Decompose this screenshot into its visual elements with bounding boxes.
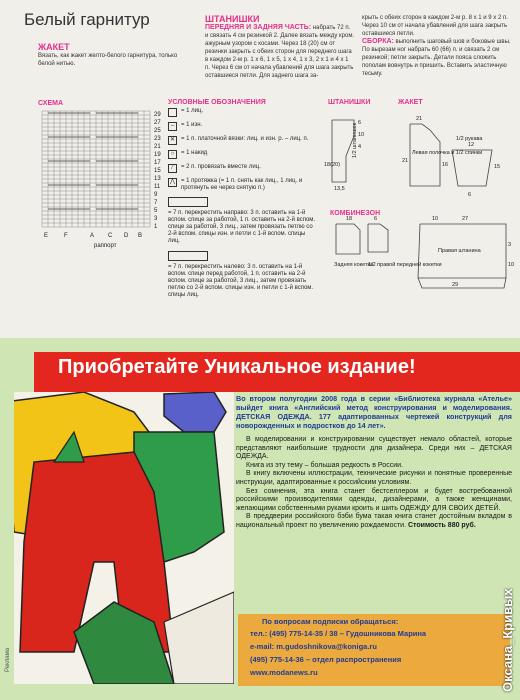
right-front-yoke-label: 1/2 правой передней кокетки: [368, 262, 442, 268]
right-leg-outline: [418, 224, 506, 288]
legend-text: = 1 протяжка (= 1 п. снять как лиц., 1 лиц. и протянуть ее через снятую п.): [181, 178, 303, 191]
scheme-title: СХЕМА: [38, 100, 64, 107]
legend-item: [168, 178, 318, 192]
pants-block: [205, 14, 355, 80]
dim: 16: [442, 162, 449, 168]
clothing-drawing: [14, 392, 234, 684]
assembly-label: СБОРКА:: [362, 38, 394, 45]
chart-row-number: 1: [154, 224, 158, 230]
dim: 6: [374, 216, 378, 222]
legend: [168, 108, 318, 305]
cable-right-text: = 7 п. перекрестить направо: 3 п. оставить на 1-й вспом. спице за работой, 1 п. оставить на 2-й вспом. спице за работой, 3 лиц., затем провязать петлю со 2-й вспом. спицы изн. и петли с 1-й вспом. спицы лиц.: [168, 210, 316, 244]
dim: 13,5: [334, 186, 345, 192]
dim: 29: [452, 282, 459, 288]
pants-part-label: ПЕРЕДНЯЯ И ЗАДНЯЯ ЧАСТЬ:: [205, 24, 312, 31]
legend-item: [168, 164, 318, 173]
contact-email: e-mail: m.gudoshnikova@koniga.ru: [250, 642, 377, 651]
dim: 18: [346, 216, 353, 222]
knitting-chart: [38, 107, 170, 254]
blue-shorts-shape: [164, 392, 226, 432]
legend-item: [168, 122, 318, 131]
chart-row-number: 3: [154, 216, 158, 222]
chart-column-letter: A: [90, 233, 95, 239]
chart-row-number: 7: [154, 200, 158, 206]
ad-paragraph: В книгу включены иллюстрации, технические рисунки и понятные проверенные инструкции, адаптированные к российским условиям.: [236, 470, 512, 486]
pants-diagram-title: ШТАНИШКИ: [328, 99, 371, 106]
half-sleeve-label: 1/2 рукава: [456, 136, 483, 142]
dim: 10: [508, 262, 515, 268]
dim: 12: [468, 142, 475, 148]
chart-row-number: 19: [154, 152, 161, 158]
garment-diagrams: [322, 106, 518, 292]
chart-column-letter: C: [108, 233, 113, 239]
chart-row-number: 15: [154, 168, 161, 174]
purl-symbol: –: [168, 122, 177, 131]
pants-continued-block: [362, 14, 512, 78]
dim: 15: [494, 164, 501, 170]
chart-column-letter: D: [124, 233, 129, 239]
dim: 4: [358, 144, 362, 150]
legend-text: = 1 лиц.: [181, 108, 204, 114]
dim: 18(20): [324, 162, 340, 168]
ad-paragraph-last: В преддверии российского бэби бума такая книга станет достойным вкладом в национальный проект по увеличению рождаемости.: [236, 513, 512, 529]
k2tog-symbol: ⁄: [168, 164, 177, 173]
legend-item: [168, 108, 318, 117]
ad-price: Стоимость 880 руб.: [408, 521, 476, 529]
dim: 10: [432, 216, 439, 222]
dim: 6: [358, 120, 362, 126]
ad-paragraph: Без сомнения, эта книга станет бестселлером и будет востребованной российскими производителями одежды, дизайнерами, а также женщинами, желающими собственными руками кроить и шить ОДЕЖДУ ДЛЯ СВОИХ ДЕТЕЙ.: [236, 487, 512, 512]
half-pants-label: 1/2 штанишек: [352, 122, 358, 158]
jacket-block: [38, 42, 188, 68]
chart-row-number: 29: [154, 112, 161, 118]
chart-column-letter: B: [138, 233, 143, 239]
contact-distribution: (495) 775-14-36 – отдел распространения: [250, 655, 402, 664]
ad-banner-text: Приобретайте Уникальное издание!: [58, 356, 416, 378]
assembly-body: выполнить шаговый шов и боковые швы. По вырезам ног набрать 60 (66) п. и связать 2 см резинкой; петли закрыть. Детали пояса сложить пополам вовнутрь и пришить. Вставить эластичную тесьму.: [362, 39, 511, 77]
ad-paragraph: Книга из эту тему – большая редкость в России.: [246, 461, 403, 469]
chart-column-letter: F: [64, 233, 68, 239]
pants-continued-text: крыть с обеих сторон в каждом 2-м р. 8 х 1 и 9 х 2 п. Через 10 см от начала убавлений для шага закрыть оставшиеся петли.: [362, 15, 508, 37]
legend-item: [168, 150, 318, 159]
chart-row-number: 21: [154, 144, 161, 150]
pants-outline: [332, 120, 354, 182]
pants-title: ШТАНИШКИ: [205, 14, 260, 24]
dim: 6: [468, 192, 472, 198]
right-leg-label: Правая штанина: [438, 248, 481, 254]
legend-text: = 1 п. платочной вязки: лиц. и изн. р. – лиц. п.: [181, 136, 309, 142]
garter-symbol: ✕: [169, 137, 176, 143]
knit-symbol: [168, 108, 177, 117]
page-title: Белый гарнитур: [24, 10, 150, 29]
overall-diagram-title: КОМБИНЕЗОН: [330, 210, 381, 217]
legend-item: [168, 136, 318, 145]
contact-phone: тел.: (495) 775-14-35 / 38 – Гудошникова Марина: [250, 629, 427, 638]
pants-body: набрать 72 п. и связать 4 см резинкой 2. Далее вязать между кром. ажурным узором с косами. Через 18 (20) см от резинки закрыть с обеих сторон для переднего шага в каждом 2-м р. 1 х 6, 1 х 5, 1 х 4, 1 х 3, 2 х 1 и 4 х 1 п. Через 6 см от начала убавлений для шага закрыть оставшиеся петли. Для заднего шага за-: [205, 25, 355, 79]
legend-text: = 2 п. провязать вместе лиц.: [181, 164, 261, 170]
children-clothing-illustration: [14, 392, 234, 684]
chart-row-number: 13: [154, 176, 161, 182]
chart-row-number: 23: [154, 136, 161, 142]
white-garment-shape: [164, 592, 234, 684]
chart-column-letter: E: [44, 233, 49, 239]
legend-text: = 1 изн.: [181, 122, 203, 128]
chart-row-number: 9: [154, 192, 158, 198]
assembly-text: [362, 38, 512, 78]
back-yoke-label: Задняя кокетка: [334, 262, 374, 268]
cable-left-symbol: [168, 251, 208, 261]
back-yoke-outline: [336, 224, 360, 254]
chart-row-number: 5: [154, 208, 158, 214]
skp-symbol: ⋀: [168, 178, 177, 187]
chart-row-number: 27: [154, 120, 161, 126]
knitting-chart-grid: [38, 107, 170, 249]
dim: 21: [416, 116, 423, 122]
repeat-label: раппорт: [94, 243, 117, 249]
yarn-over-symbol: ○: [168, 150, 177, 159]
dim: 21: [402, 158, 409, 164]
legend-text: = 1 накид: [181, 150, 208, 156]
jacket-text: Вязать, как жакет желто-белого гарнитура, только белой нитью.: [38, 53, 178, 67]
ad-side-label: Реклама: [5, 647, 11, 672]
cable-left-text: = 7 п. перекрестить налево: 3 п. оставить на 1-й вспом. спице перед работой, 1 п. оставить на 2-й вспом. спице за работой, 3 лиц., затем провязать петлю со 2-й вспом. спицы изн. и петли с 1-й вспом. спицы лиц.: [168, 264, 314, 298]
ad-paragraph: В моделировании и конструировании существует немало областей, которые представляют наибольшие трудности для дизайнера. Среди них – ДЕТСКАЯ ОДЕЖДА.: [236, 436, 512, 461]
cable-right-symbol: [168, 197, 208, 207]
ad-text-column: [236, 394, 512, 531]
watermark: Оксана_Кривых: [500, 588, 515, 692]
dim: 27: [462, 216, 469, 222]
pants-text: [205, 24, 355, 80]
chart-row-number: 11: [154, 184, 161, 190]
left-shelf-label: Левая полочка и 1/2 спинки: [412, 150, 483, 156]
dim: 3: [508, 242, 512, 248]
dim: 10: [358, 132, 365, 138]
ad-paragraph: [236, 513, 512, 530]
contact-website: www.modanews.ru: [250, 668, 318, 677]
ad-lead: Во втором полугодии 2008 года в серии «Библиотека журнала «Ателье» выйдет книга «Английский метод конструирования и моделирования. ДЕТСКАЯ ОДЕЖДА. 177 адаптированных чертежей конструкций для новорожденных и подростков до 14 лет».: [236, 394, 512, 430]
chart-row-number: 17: [154, 160, 161, 166]
chart-row-number: 25: [154, 128, 161, 134]
jacket-diagram-title: ЖАКЕТ: [398, 99, 423, 106]
contact-title: По вопросам подписки обращаться:: [262, 617, 399, 626]
legend-title: УСЛОВНЫЕ ОБОЗНАЧЕНИЯ: [168, 99, 266, 106]
front-yoke-outline: [368, 224, 388, 252]
jacket-title: ЖАКЕТ: [38, 42, 70, 52]
